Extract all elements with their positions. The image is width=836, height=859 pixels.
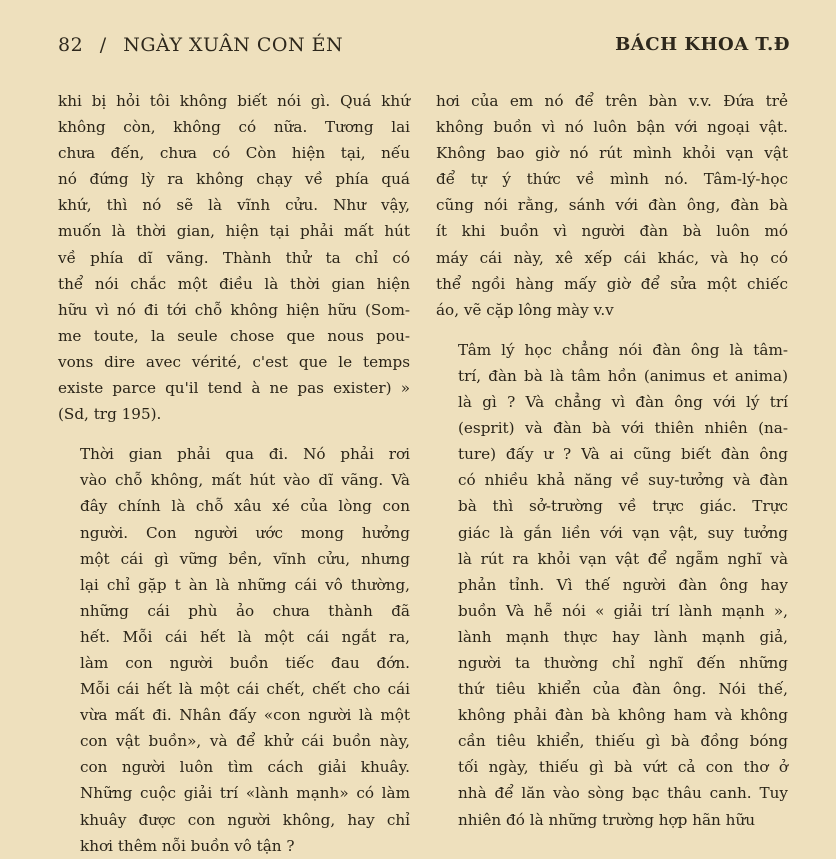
text-line: những cái phù ảo chưa thành đã [80, 601, 410, 620]
text-line: máy cái này, xê xếp cái khác, và họ có [436, 248, 788, 267]
text-line: một cái gì vững bền, vĩnh cửu, nhưng [80, 549, 410, 568]
text-line: vào chỗ không, mất hút vào dĩ vãng. Và [80, 471, 410, 490]
left-paragraph-1 [58, 88, 410, 427]
text-line: Mỗi cái hết là một cái chết, chết cho cái [80, 680, 410, 699]
text-line: phản tỉnh. Vì thế người đàn ông hay [458, 575, 788, 594]
text-line: bà thì sở-trường về trực giác. Trực [458, 497, 788, 516]
text-line: Những cuộc giải trí «lành mạnh» có làm [80, 784, 410, 803]
text-line: người ta thường chỉ nghĩ đến những [458, 653, 788, 672]
text-line: có nhiều khả năng về suy-tưởng và đàn [458, 471, 788, 490]
right-paragraph-2 [436, 337, 788, 833]
text-line: Không bao giờ nó rút mình khỏi vạn vật [436, 144, 788, 163]
text-line: là gì ? Và chẳng vì đàn ông với lý trí [458, 393, 788, 412]
text-line: (Sd, trg 195). [58, 405, 162, 424]
text-line: chưa đến, chưa có Còn hiện tại, nếu [58, 144, 410, 163]
page-number: 82 [58, 34, 84, 56]
text-line: (esprit) và đàn bà với thiên nhiên (na- [458, 419, 788, 438]
text-line: thứ tiêu khiển của đàn ông. Nói thế, [458, 680, 788, 699]
text-line: thể ngồi hàng mấy giờ để sửa một chiếc [436, 274, 788, 293]
text-line: ít khi buồn vì người đàn bà luôn mó [436, 222, 788, 241]
text-line: nó đứng lỳ ra không chạy về phía quá [58, 170, 410, 189]
text-line: ture) đấy ư ? Và ai cũng biết đàn ông [458, 445, 788, 464]
text-line: con người luôn tìm cách giải khuây. [80, 758, 410, 777]
text-line: me toute, la seule chose que nous pou- [58, 326, 410, 345]
text-line: người. Con người ước mong hưởng [80, 523, 410, 542]
text-line: nhiên đó là những trường hợp hãn hữu [458, 810, 756, 829]
text-line: buồn Và hễ nói « giải trí lành mạnh », [458, 601, 788, 620]
text-line: nhà để lăn vào sòng bạc thâu canh. Tuy [458, 784, 788, 803]
text-line: hơi của em nó để trên bàn v.v. Đứa trẻ [436, 92, 788, 110]
text-line: giác là gắn liền với vạn vật, suy tưởng [458, 523, 788, 542]
text-line: áo, vẽ cặp lông mày v.v [436, 300, 614, 319]
text-line: không phải đàn bà không ham và không [458, 706, 788, 725]
text-line: để tự ý thức về mình nó. Tâm-lý-học [436, 170, 788, 189]
text-line: trí, đàn bà là tâm hồn (animus et anima) [458, 366, 788, 385]
text-line: không buồn vì nó luôn bận với ngoại vật. [436, 118, 788, 137]
text-line: con vật buồn», và để khử cái buồn này, [80, 732, 410, 751]
text-line: là rút ra khỏi vạn vật để ngẫm nghĩ và [458, 549, 788, 568]
text-line: không còn, không có nữa. Tương lai [58, 118, 410, 137]
text-line: vừa mất đi. Nhân đấy «con người là một [80, 706, 410, 725]
text-line: Tâm lý học chẳng nói đàn ông là tâm- [458, 340, 788, 359]
page-header [58, 34, 790, 62]
right-paragraph-1 [436, 88, 788, 323]
article-title: NGÀY XUÂN CON ÉN [123, 34, 344, 56]
text-line: existe parce qu'il tend à ne pas exister) » [58, 379, 410, 398]
text-line: thể nói chắc một điều là thời gian hiện [58, 274, 410, 293]
text-line: tối ngày, thiếu gì bà vứt cả con thơ ở [458, 758, 788, 777]
left-column [58, 88, 410, 859]
right-column [436, 88, 788, 833]
text-line: khơi thêm nỗi buồn vô tận ? [80, 836, 295, 855]
text-line: làm con người buồn tiếc đau đớn. [80, 653, 410, 672]
header-separator: / [99, 34, 107, 56]
text-line: khi bị hỏi tôi không biết nói gì. Quá khứ [58, 92, 410, 110]
text-line: hết. Mỗi cái hết là một cái ngắt ra, [80, 627, 410, 646]
text-line: khứ, thì nó sẽ là vĩnh cửu. Như vậy, [58, 196, 410, 215]
magazine-name: BÁCH KHOA T.Đ [615, 34, 790, 55]
left-paragraph-2 [58, 441, 410, 859]
text-line: muốn là thời gian, hiện tại phải mất hút [58, 222, 410, 241]
text-line: hữu vì nó đi tới chỗ không hiện hữu (Som- [58, 300, 410, 319]
text-line: về phía dĩ vãng. Thành thử ta chỉ có [58, 248, 410, 267]
text-line: đây chính là chỗ xâu xé của lòng con [80, 497, 410, 516]
text-line: Thời gian phải qua đi. Nó phải rơi [80, 445, 410, 464]
text-line: cũng nói rằng, sánh với đàn ông, đàn bà [436, 196, 788, 215]
text-line: lại chỉ gặp t àn là những cái vô thường, [80, 575, 410, 594]
text-line: khuây được con người không, hay chỉ [80, 810, 410, 829]
text-line: vons dire avec vérité, c'est que le temps [58, 352, 410, 371]
text-line: lành mạnh thực hay lành mạnh giả, [458, 627, 788, 646]
header-left [58, 34, 343, 56]
text-line: cần tiêu khiển, thiếu gì bà đồng bóng [458, 732, 788, 751]
